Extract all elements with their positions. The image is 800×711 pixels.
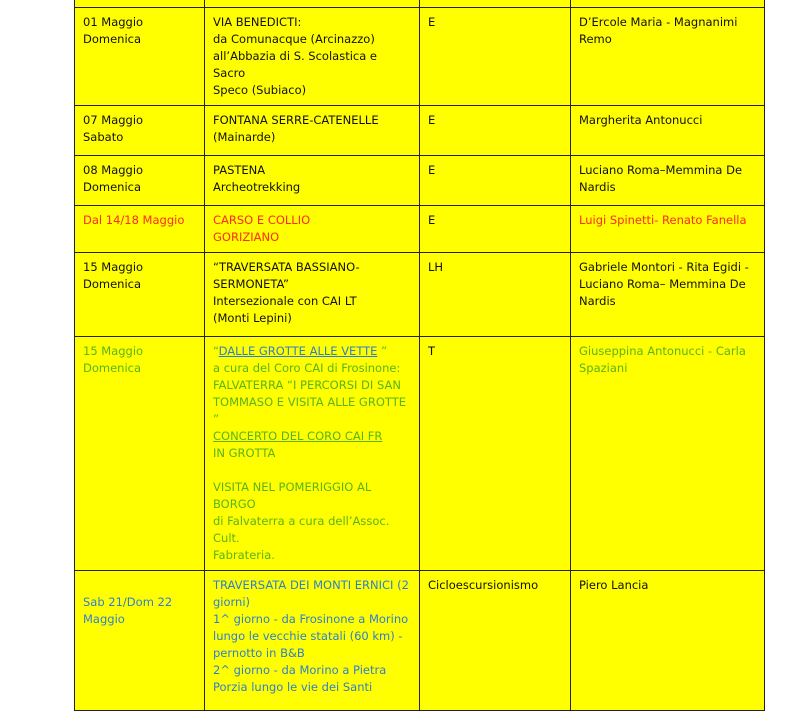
route-line: lungo le vecchie statali (60 km) - [213, 629, 403, 643]
date-line: 15 Maggio [83, 344, 144, 358]
header-leaders-cell [571, 0, 765, 8]
close-quote: ” [377, 344, 388, 358]
leader-line: Nardis [579, 294, 616, 308]
route-line: FONTANA SERRE-CATENELLE [213, 113, 379, 127]
weekday-line: Domenica [83, 32, 142, 46]
route-line: GORIZIANO [213, 230, 280, 244]
difficulty-cell: Cicloescursionismo [420, 571, 571, 711]
leader-line: Luciano Roma– Memmina De [579, 277, 746, 291]
date-line: 07 Maggio [83, 113, 144, 127]
route-cell [205, 156, 420, 206]
route-line: TRAVERSATA DEI MONTI ERNICI (2 [213, 578, 409, 592]
leader-line: Margherita Antonucci [579, 113, 703, 127]
route-line: SERMONETA” [213, 277, 289, 291]
route-line: all’Abbazia di S. Scolastica e Sacro [213, 49, 377, 80]
leader-line: Nardis [579, 180, 616, 194]
date-cell [75, 106, 205, 156]
table-row [75, 106, 765, 156]
route-line: IN GROTTA [213, 446, 276, 460]
leaders-cell [571, 571, 765, 711]
difficulty-cell: E [420, 206, 571, 253]
route-line: 1^ giorno - da Frosinone a Morino [213, 612, 409, 626]
concert-link[interactable]: CONCERTO DEL CORO CAI FR [213, 429, 383, 443]
route-cell [205, 206, 420, 253]
leader-line: Luciano Roma–Memmina De [579, 163, 743, 177]
weekday-line: Domenica [83, 277, 142, 291]
route-line: FALVATERRA “I PERCORSI DI SAN [213, 378, 401, 392]
leader-line: Piero Lancia [579, 578, 649, 592]
date-cell [75, 206, 205, 253]
date-cell [75, 8, 205, 106]
difficulty-cell: E [420, 8, 571, 106]
spacer [83, 577, 196, 594]
difficulty-cell: LH [420, 253, 571, 337]
route-line: Archeotrekking [213, 180, 301, 194]
header-difficulty-cell [420, 0, 571, 8]
table-row [75, 253, 765, 337]
weekday-line: Domenica [83, 180, 142, 194]
route-line: pernotto in B&B [213, 646, 305, 660]
difficulty-cell: E [420, 156, 571, 206]
excursion-schedule-table [74, 0, 765, 711]
route-cell [205, 253, 420, 337]
route-cell [205, 106, 420, 156]
date-cell [75, 156, 205, 206]
route-cell [205, 337, 420, 571]
route-line: Speco (Subiaco) [213, 83, 307, 97]
difficulty-cell: T [420, 337, 571, 571]
date-line: 08 Maggio [83, 163, 144, 177]
route-line: Fabrateria. [213, 548, 275, 562]
leaders-cell [571, 206, 765, 253]
weekday-line: Domenica [83, 361, 142, 375]
leaders-cell [571, 106, 765, 156]
difficulty-cell: E [420, 106, 571, 156]
header-date-cell [75, 0, 205, 8]
leader-line: Luigi Spinetti- Renato Fanella [579, 213, 747, 227]
leaders-cell [571, 253, 765, 337]
route-line: (Monti Lepini) [213, 311, 292, 325]
date-cell [75, 253, 205, 337]
leader-line: Giuseppina Antonucci - Carla [579, 344, 746, 358]
table-row [75, 206, 765, 253]
table-header-row [75, 0, 765, 8]
leaders-cell [571, 8, 765, 106]
leaders-cell [571, 156, 765, 206]
date-cell [75, 337, 205, 571]
route-title-line [213, 343, 411, 360]
route-line: di Falvaterra a cura dell’Assoc. Cult. [213, 514, 390, 545]
route-line: a cura del Coro CAI di Frosinone: [213, 361, 401, 375]
date-line: Dal 14/18 Maggio [83, 213, 185, 227]
route-line: Intersezionale con CAI LT [213, 294, 357, 308]
route-line: VISITA NEL POMERIGGIO AL BORGO [213, 480, 372, 511]
spacer [213, 462, 411, 479]
route-line: 2^ giorno - da Morino a Pietra [213, 663, 387, 677]
route-cell [205, 8, 420, 106]
leader-line: Remo [579, 32, 612, 46]
route-line: giorni) [213, 595, 251, 609]
route-line: TOMMASO E VISITA ALLE GROTTE ” [213, 395, 406, 426]
table-row [75, 571, 765, 711]
header-route-cell [205, 0, 420, 8]
table-row [75, 8, 765, 106]
date-line: 01 Maggio [83, 15, 144, 29]
date-cell [75, 571, 205, 711]
leader-line: Gabriele Montori - Rita Egidi - [579, 260, 749, 274]
weekday-line: Maggio [83, 612, 125, 626]
route-line: CARSO E COLLIO [213, 213, 311, 227]
table-row [75, 156, 765, 206]
route-line: PASTENA [213, 163, 266, 177]
leader-line: Spaziani [579, 361, 628, 375]
open-quote: “ [213, 344, 219, 358]
route-line: Porzia lungo le vie dei Santi [213, 680, 373, 694]
date-line: Sab 21/Dom 22 [83, 595, 173, 609]
route-line: (Mainarde) [213, 130, 276, 144]
route-title-link[interactable]: DALLE GROTTE ALLE VETTE [218, 344, 378, 358]
weekday-line: Sabato [83, 130, 124, 144]
leader-line: D’Ercole Maria - Magnanimi [579, 15, 738, 29]
route-line: da Comunacque (Arcinazzo) [213, 32, 375, 46]
table-row [75, 337, 765, 571]
route-line: VIA BENEDICTI: [213, 15, 302, 29]
leaders-cell [571, 337, 765, 571]
date-line: 15 Maggio [83, 260, 144, 274]
route-cell [205, 571, 420, 711]
route-line: “TRAVERSATA BASSIANO- [213, 260, 360, 274]
